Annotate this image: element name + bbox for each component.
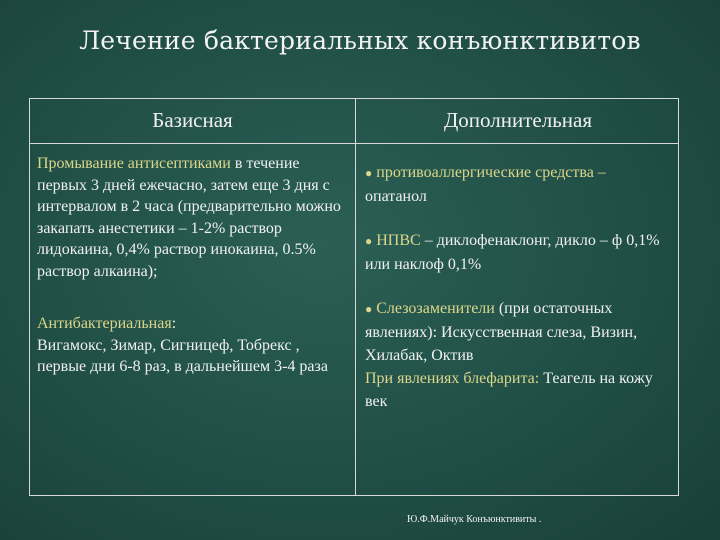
antiseptic-label: Промывание антисептиками: [37, 155, 231, 172]
antiallergic-item: [365, 161, 671, 208]
antibacterial-text: Вигамокс, Зимар, Сигницеф, Тобрекс , первые дни 6-8 раз, в дальнейшем 3-4 раза: [37, 336, 328, 375]
antiseptic-text: в течение первых 3 дней ежечасно, затем еще 3 дня с интервалом в 2 часа (предварительно можно закапать анестетики – 1-2% раствор лидокаина, 0,4% раствор инокаина, 0.5% раствор алкаина);: [37, 155, 341, 280]
treatment-table: [29, 98, 679, 496]
antibacterial-label: Антибактериальная: [37, 315, 172, 332]
antiallergic-label: противоаллергические средства –: [376, 164, 606, 181]
tear-substitutes-text: (при остаточных явлениях): Искусственная слеза, Визин, Хилабак, Октив: [365, 300, 638, 364]
antibacterial-paragraph: [37, 313, 349, 378]
blepharitis-label: При явлениях блефарита:: [365, 370, 540, 387]
nsaid-item: [365, 229, 671, 276]
tear-substitutes-item: [365, 297, 671, 367]
slide-title: Лечение бактериальных конъюнктивитов: [79, 26, 641, 55]
blepharitis-text: Теагель на кожу век: [365, 370, 653, 410]
basic-treatment-cell: [37, 153, 349, 409]
header-divider: [30, 143, 678, 144]
bullet-icon: ●: [365, 302, 373, 316]
antiseptic-paragraph: [37, 153, 349, 282]
bullet-icon: ●: [365, 166, 373, 180]
antibacterial-colon: :: [171, 315, 177, 332]
column-divider: [355, 99, 356, 495]
tear-substitutes-label: Слезозаменители: [376, 300, 495, 317]
bullet-icon: ●: [365, 234, 373, 248]
header-basic: Базисная: [152, 108, 233, 132]
nsaid-label: НПВС: [376, 232, 421, 249]
header-additional: Дополнительная: [443, 108, 592, 132]
nsaid-text: – диклофенаклонг, дикло – ф 0,1% или наклоф 0,1%: [365, 232, 660, 273]
antiallergic-text: опатанол: [365, 188, 427, 205]
slide-footer: Ю.Ф.Майчук Конъюнктивиты .: [407, 514, 542, 525]
blepharitis-item: [365, 367, 671, 413]
additional-treatment-cell: [365, 161, 671, 413]
